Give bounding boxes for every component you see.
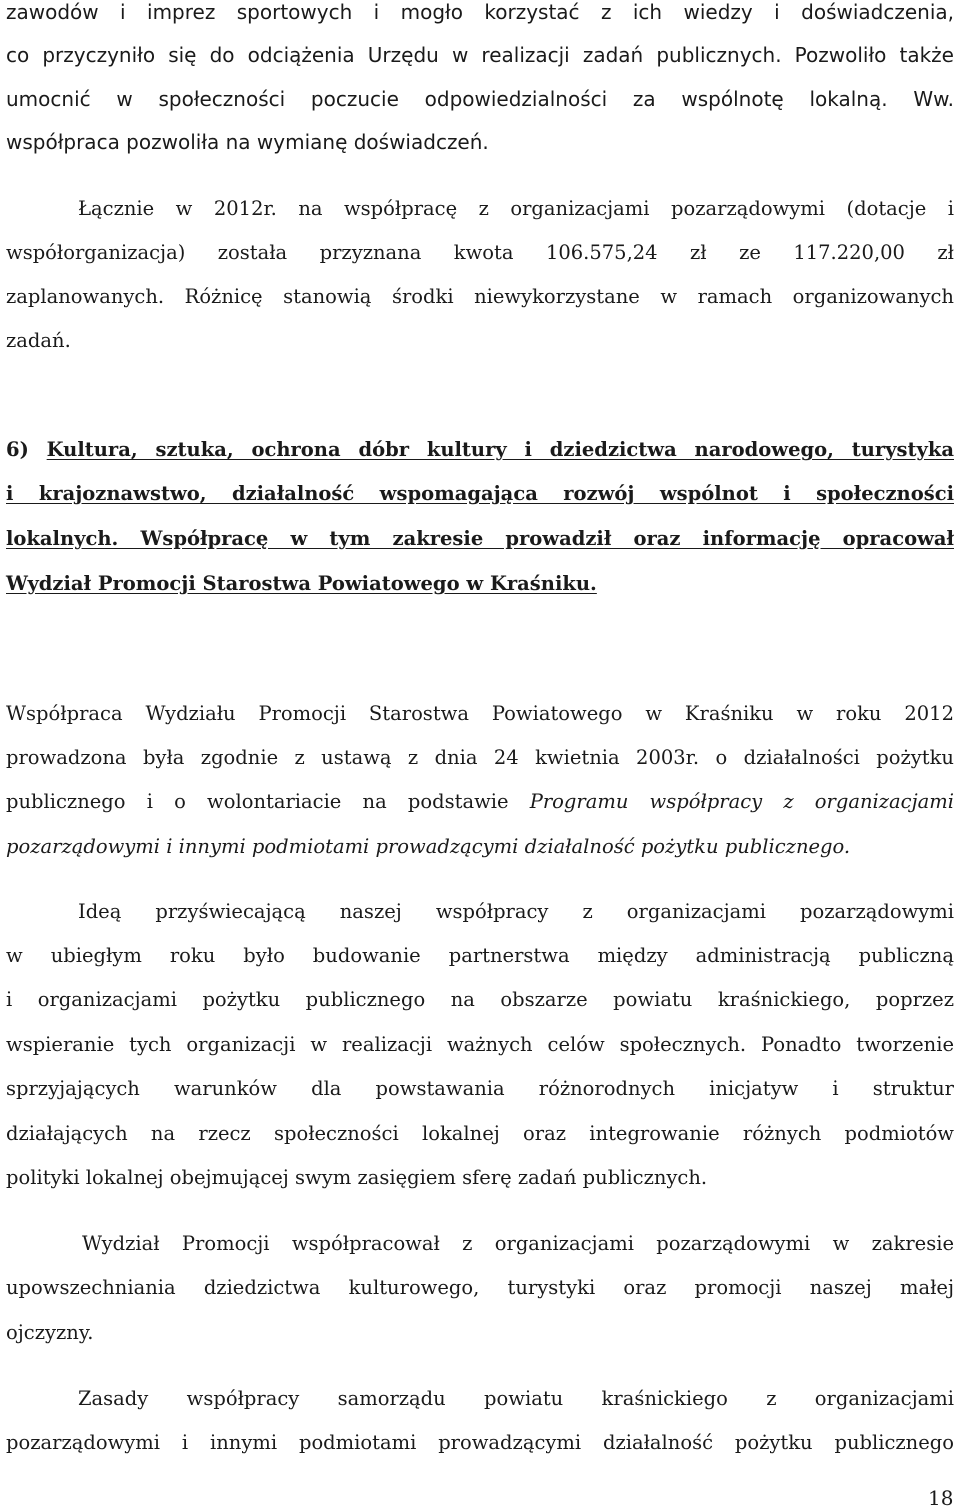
paragraph-4-line-4: wspieranie tych organizacji w realizacji ważnych celów społecznych. Ponadto tworzenie (6, 1033, 954, 1056)
paragraph-2-line-2: współorganizacja) została przyznana kwota 106.575,24 zł ze 117.220,00 zł (6, 241, 954, 264)
paragraph-3-line-3 (6, 792, 954, 812)
paragraph-3-line-2: prowadzona była zgodnie z ustawą z dnia 24 kwietnia 2003r. o działalności pożytku (6, 746, 954, 769)
paragraph-2-line-1: Łącznie w 2012r. na współpracę z organizacjami pozarządowymi (dotacje i (78, 197, 954, 220)
paragraph-1-line-3: umocnić w społeczności poczucie odpowiedzialności za wspólnotę lokalną. Ww. (6, 87, 954, 111)
programme-title-part-1: Programu współpracy z organizacjami (529, 790, 954, 813)
paragraph-6-line-1: Zasady współpracy samorządu powiatu kraśnickiego z organizacjami (78, 1387, 954, 1410)
paragraph-3-line-3-regular: publicznego i o wolontariacie na podstawie (6, 790, 530, 813)
paragraph-1-line-4: współpraca pozwoliła na wymianę doświadczeń. (6, 130, 489, 154)
paragraph-2-line-3: zaplanowanych. Różnicę stanowią środki niewykorzystane w ramach organizowanych (6, 285, 954, 308)
programme-title-part-2: pozarządowymi i innymi podmiotami prowadzącymi działalność pożytku publicznego. (6, 835, 851, 858)
paragraph-3-line-1: Współpraca Wydziału Promocji Starostwa Powiatowego w Kraśniku w roku 2012 (6, 702, 954, 725)
paragraph-6-line-2: pozarządowymi i innymi podmiotami prowadzącymi działalność pożytku publicznego (6, 1431, 954, 1454)
page-number: 18 (928, 1486, 954, 1510)
paragraph-4-line-5: sprzyjających warunków dla powstawania różnorodnych inicjatyw i struktur (6, 1077, 954, 1100)
paragraph-4-line-2: w ubiegłym roku było budowanie partnerstwa między administracją publiczną (6, 944, 954, 967)
section-6-heading-line-4: Wydział Promocji Starostwa Powiatowego w Kraśniku. (6, 572, 597, 595)
section-number: 6) (6, 438, 29, 461)
section-6-heading-line-3: lokalnych. Współpracę w tym zakresie prowadził oraz informację opracował (6, 527, 954, 550)
paragraph-4-line-1: Ideą przyświecającą naszej współpracy z organizacjami pozarządowymi (78, 900, 954, 923)
section-6-title-part-1: Kultura, sztuka, ochrona dóbr kultury i dziedzictwa narodowego, turystyka (46, 438, 954, 461)
paragraph-1-line-2: co przyczyniło się do odciążenia Urzędu w realizacji zadań publicznych. Pozwoliło także (6, 43, 954, 67)
paragraph-4-line-3: i organizacjami pożytku publicznego na obszarze powiatu kraśnickiego, poprzez (6, 988, 954, 1011)
section-6-heading-line-2: i krajoznawstwo, działalność wspomagająca rozwój wspólnot i społeczności (6, 482, 954, 505)
paragraph-5-line-2: upowszechniania dziedzictwa kulturowego, turystyki oraz promocji naszej małej (6, 1276, 954, 1299)
paragraph-5-line-1: Wydział Promocji współpracował z organizacjami pozarządowymi w zakresie (82, 1232, 954, 1255)
paragraph-4-line-7: polityki lokalnej obejmującej swym zasięgiem sferę zadań publicznych. (6, 1166, 708, 1189)
paragraph-2-line-4: zadań. (6, 329, 71, 352)
paragraph-4-line-6: działających na rzecz społeczności lokalnej oraz integrowanie różnych podmiotów (6, 1122, 954, 1145)
paragraph-5-line-3: ojczyzny. (6, 1321, 94, 1344)
paragraph-1-line-1: zawodów i imprez sportowych i mogło korzystać z ich wiedzy i doświadczenia, (6, 0, 954, 24)
section-6-heading-line-1 (6, 440, 954, 460)
